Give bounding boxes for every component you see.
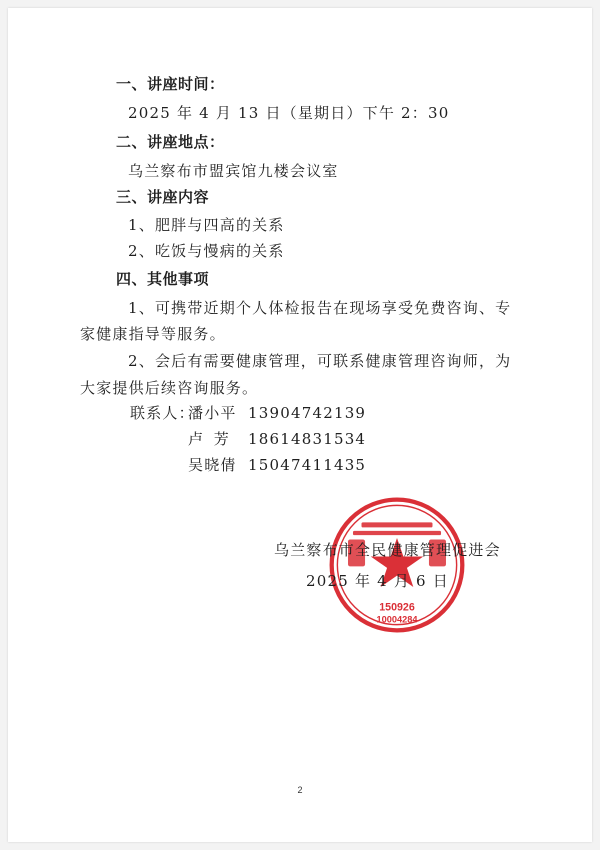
contact-phone: 15047411435 [248,456,367,474]
contact-row-2 [8,428,592,450]
section-heading-other: 四、其他事项 [116,270,210,288]
other-item-1-line-1: 1、可携带近期个人体检报告在现场享受免费咨询、专 [128,299,512,317]
other-item-2-line-2: 大家提供后续咨询服务。 [80,379,259,397]
lecture-content-item-2: 2、吃饭与慢病的关系 [128,242,285,260]
page-number: 2 [297,785,303,795]
document-page [8,8,592,842]
contact-phone: 18614831534 [248,430,367,448]
other-item-2-line-1: 2、会后有需要健康管理，可联系健康管理咨询师，为 [128,352,512,370]
contact-row-3 [8,454,592,476]
issue-date: 2025 年 4 月 6 日 [306,572,449,590]
contact-phone: 13904742139 [248,404,367,422]
contact-row-1 [8,402,592,424]
lecture-time-text: 2025 年 4 月 13 日（星期日）下午 2：30 [128,104,450,122]
seal-code-line-1: 150926 [379,601,415,614]
contacts-label: 联系人： [130,404,195,422]
other-item-1-line-2: 家健康指导等服务。 [80,325,226,343]
section-heading-content: 三、讲座内容 [116,188,210,206]
contact-name: 吴晓倩 [188,456,237,474]
organization-name: 乌兰察布市全民健康管理促进会 [274,541,501,559]
section-heading-time: 一、讲座时间： [116,75,225,93]
contact-name: 卢 芳 [188,430,232,448]
section-heading-location: 二、讲座地点： [116,133,225,151]
contact-name: 潘小平 [188,404,237,422]
lecture-location-text: 乌兰察布市盟宾馆九楼会议室 [128,162,339,180]
official-seal-icon [326,494,468,636]
lecture-content-item-1: 1、肥胖与四高的关系 [128,216,285,234]
seal-code-line-2: 10004284 [376,614,418,625]
